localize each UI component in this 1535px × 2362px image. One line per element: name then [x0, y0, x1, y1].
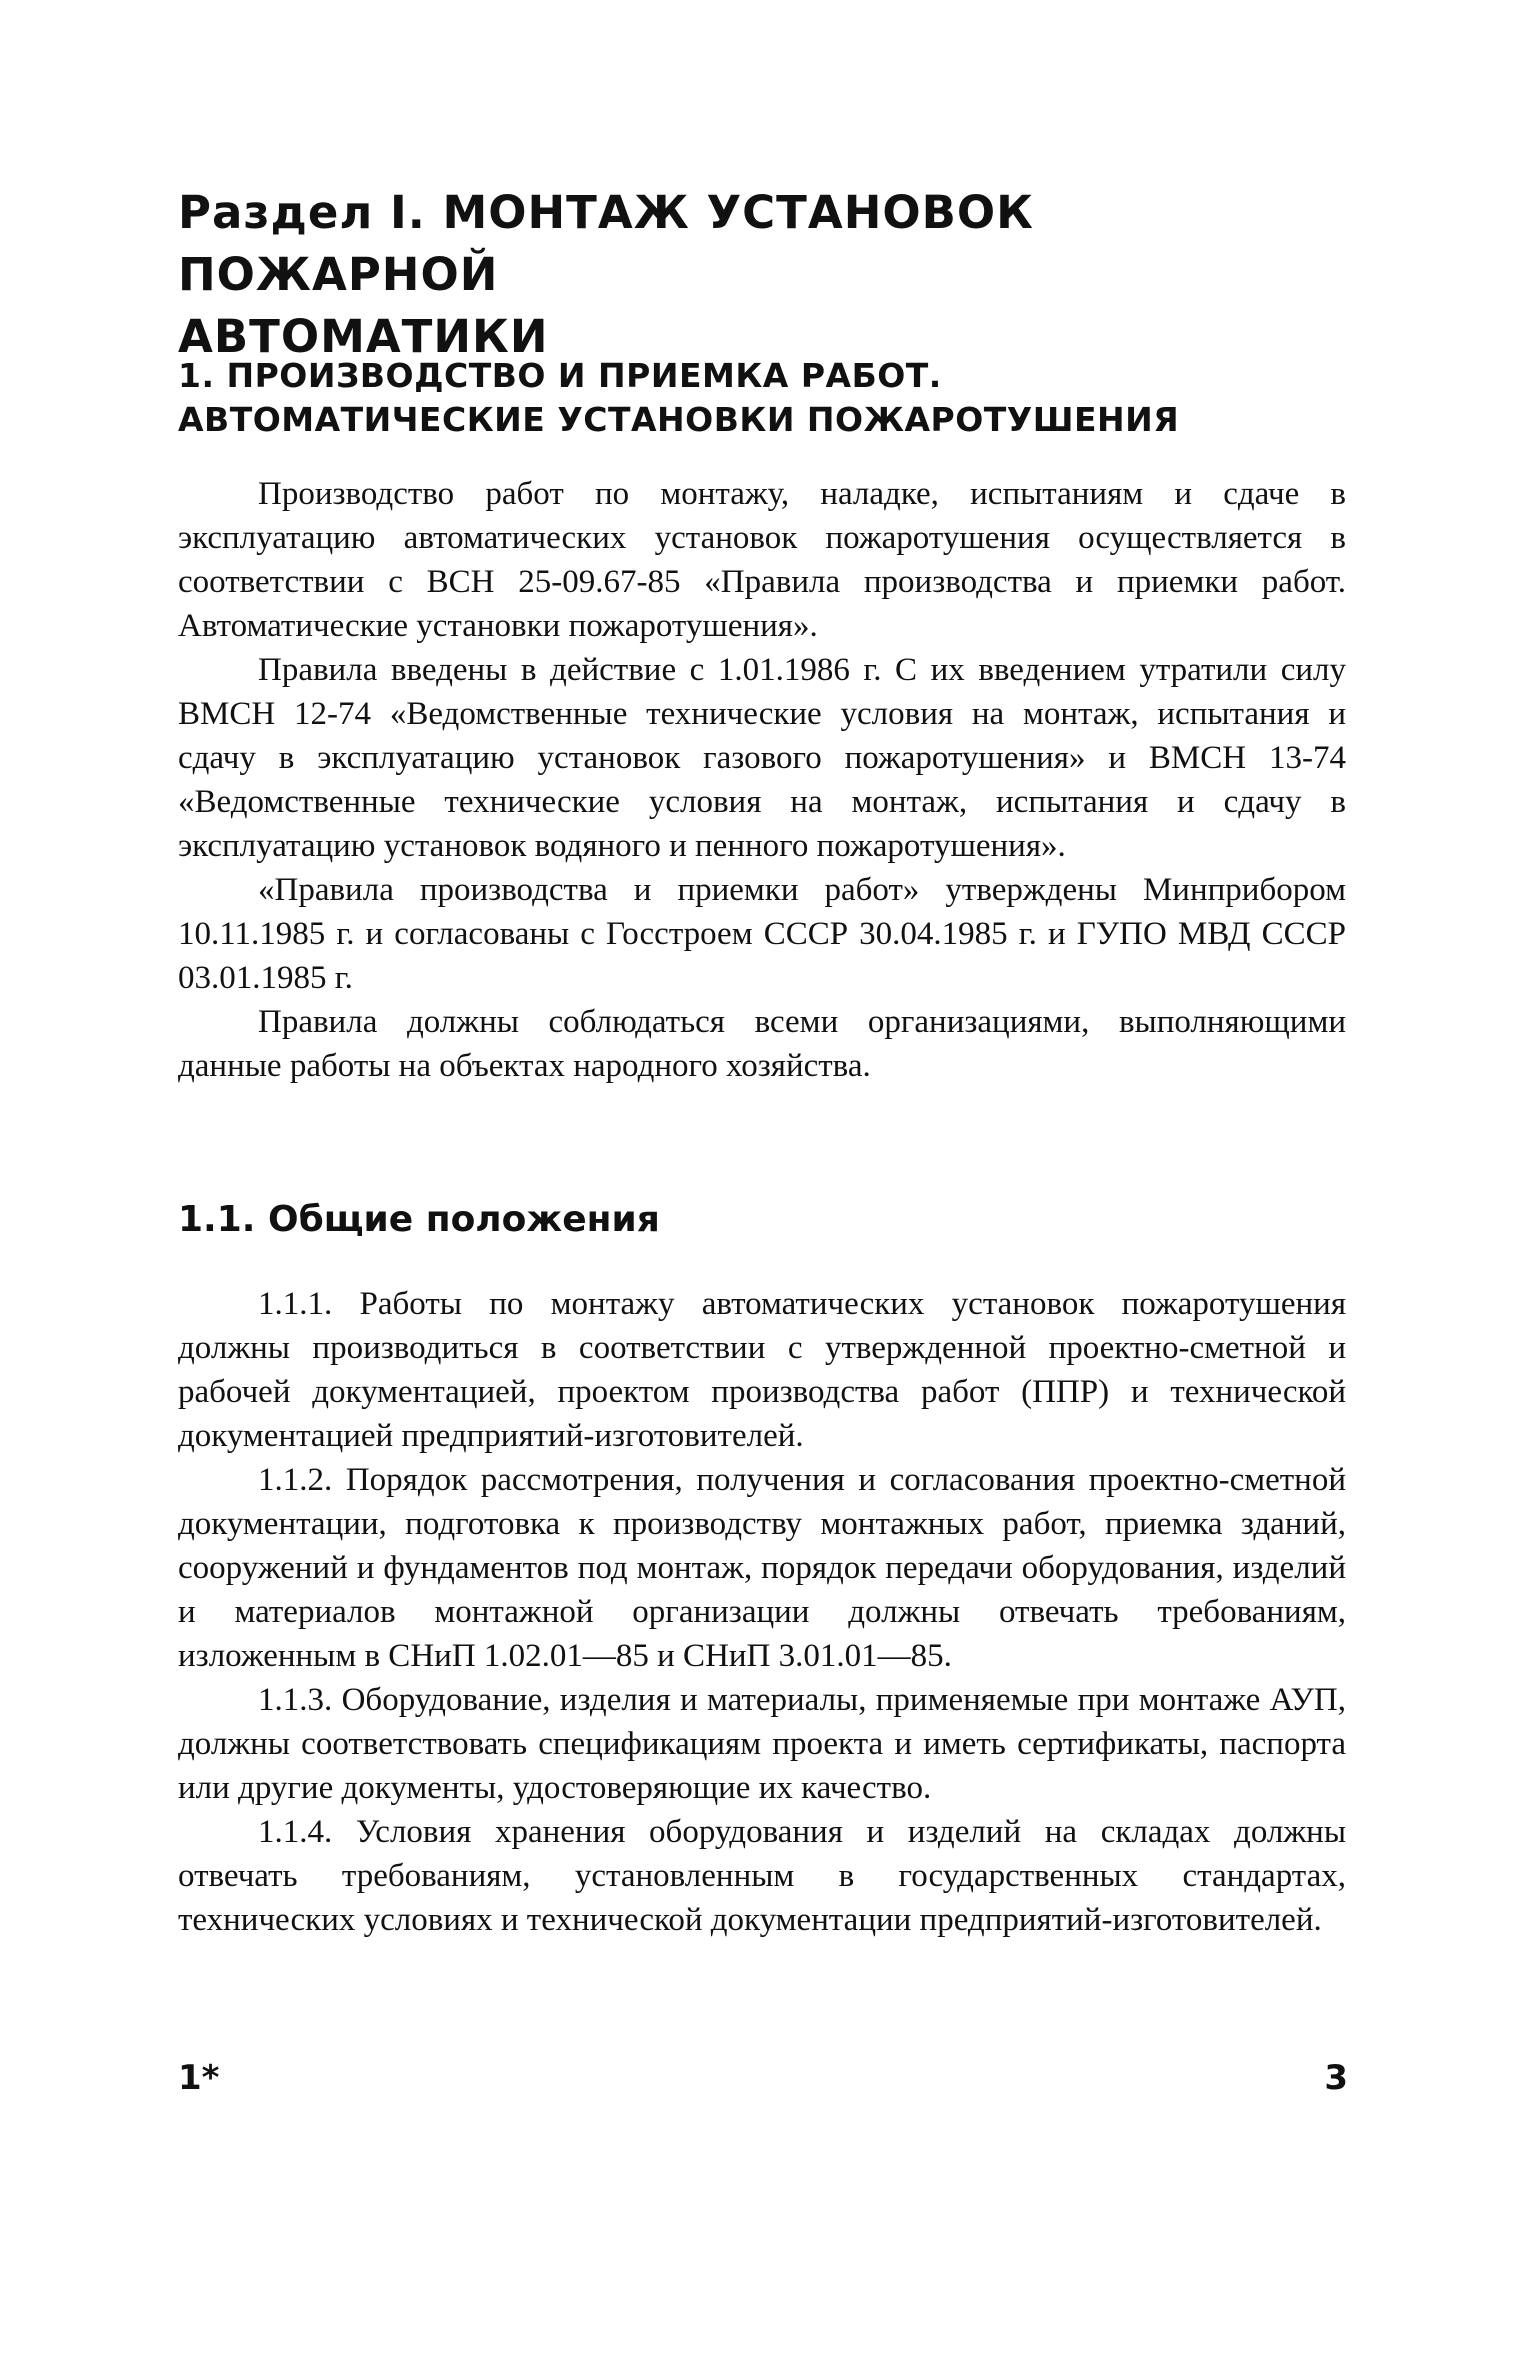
- printer-signature: 1*: [178, 2058, 220, 2098]
- chapter-title-line-2: АВТОМАТИЧЕСКИЕ УСТАНОВКИ ПОЖАРОТУШЕНИЯ: [178, 400, 1180, 439]
- item-number: 1.1.4.: [258, 1814, 333, 1850]
- item-number: 1.1.3.: [258, 1682, 333, 1718]
- chapter-title: [178, 354, 1358, 442]
- subsection-title: 1.1. Общие положения: [178, 1199, 660, 1240]
- list-item: [178, 1678, 1346, 1810]
- intro-paragraph: Производство работ по монтажу, наладке, испытаниям и сдаче в эксплуатацию автоматических установок пожаротушения осуществляется в соответствии с ВСН 25-09.67-85 «Правила производства и приемки работ. Автоматические установки пожаротушения».: [178, 476, 1346, 644]
- list-item: [178, 1458, 1346, 1678]
- section-title: [178, 182, 1358, 368]
- chapter-title-line-1: 1. ПРОИЗВОДСТВО И ПРИЕМКА РАБОТ.: [178, 356, 942, 395]
- list-item: [178, 1810, 1346, 1942]
- item-text: Порядок рассмотрения, получения и согласования проектно-сметной документации, подготовка к производству монтажных работ, приемка зданий, сооружений и фундаментов под монтаж, порядок передачи оборудования, изделий и материалов монтажной организации должны отвечать требованиям, изложенным в СНиП 1.02.01—85 и СНиП 3.01.01—85.: [178, 1462, 1346, 1674]
- section-title-line-2: АВТОМАТИКИ: [178, 310, 549, 363]
- list-item: [178, 1282, 1346, 1458]
- intro-text: [178, 472, 1346, 1088]
- page-number: 3: [1324, 2058, 1348, 2098]
- intro-paragraph: Правила должны соблюдаться всеми организациями, выполняющими данные работы на объектах народного хозяйства.: [178, 1004, 1346, 1084]
- item-text: Работы по монтажу автоматических установок пожаротушения должны производиться в соответствии с утвержденной проектно-сметной и рабочей документацией, проектом производства работ (ППР) и технической документацией предприятий-изготовителей.: [178, 1286, 1347, 1454]
- item-number: 1.1.2.: [258, 1462, 333, 1498]
- intro-paragraph: «Правила производства и приемки работ» утверждены Минприбором 10.11.1985 г. и согласованы с Госстроем СССР 30.04.1985 г. и ГУПО МВД СССР 03.01.1985 г.: [178, 872, 1346, 996]
- section-title-line-1: Раздел I. МОНТАЖ УСТАНОВОК ПОЖАРНОЙ: [178, 186, 1034, 301]
- intro-paragraph: Правила введены в действие с 1.01.1986 г. С их введением утратили силу ВМСН 12-74 «Ведомственные технические условия на монтаж, испытания и сдачу в эксплуатацию установок газового пожаротушения» и ВМСН 13-74 «Ведомственные технические условия на монтаж, испытания и сдачу в эксплуатацию установок водяного и пенного пожаротушения».: [178, 652, 1346, 864]
- item-text: Оборудование, изделия и материалы, применяемые при монтаже АУП, должны соответствовать спецификациям проекта и иметь сертификаты, паспорта или другие документы, удостоверяющие их качество.: [178, 1682, 1346, 1806]
- item-list: [178, 1282, 1346, 1942]
- item-text: Условия хранения оборудования и изделий на складах должны отвечать требованиям, установленным в государственных стандартах, технических условиях и технической документации предприятий-изготовителей.: [178, 1814, 1347, 1938]
- item-number: 1.1.1.: [258, 1286, 333, 1322]
